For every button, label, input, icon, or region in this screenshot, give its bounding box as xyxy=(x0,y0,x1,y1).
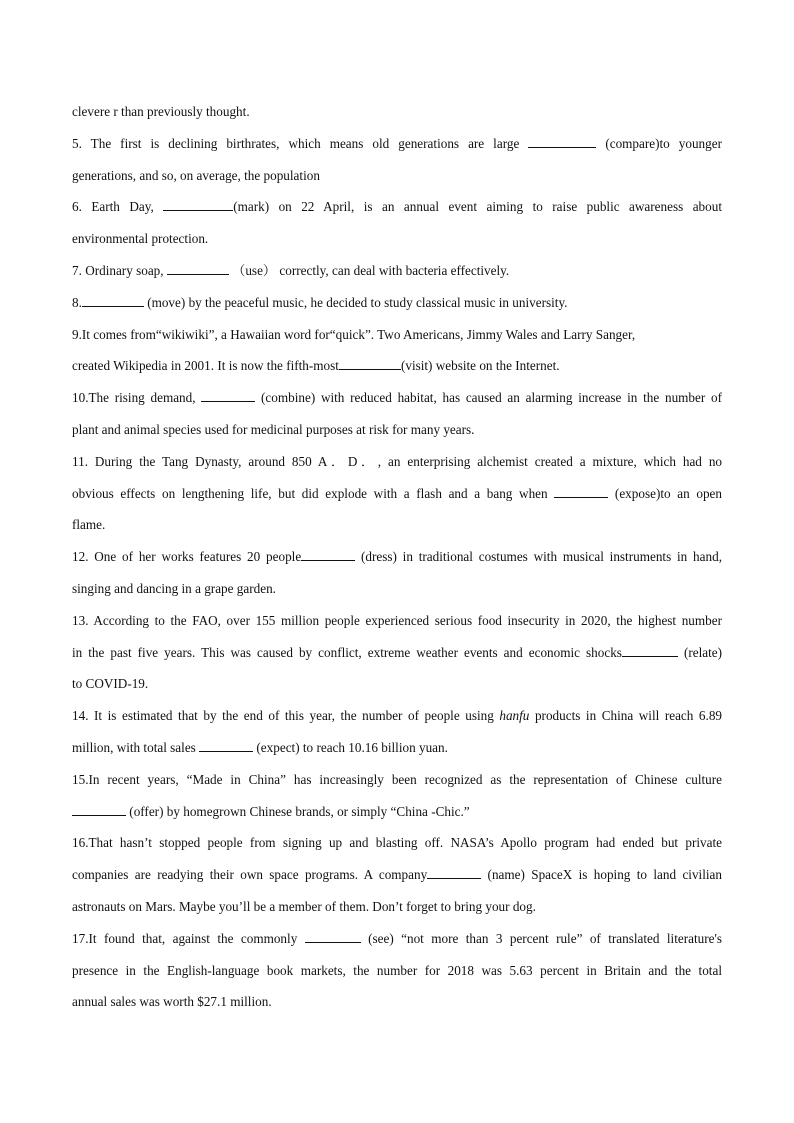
text-line xyxy=(72,128,722,160)
answer-blank[interactable] xyxy=(305,930,361,943)
answer-blank[interactable] xyxy=(622,644,678,657)
text-line xyxy=(72,96,722,128)
text-line xyxy=(72,986,722,1018)
answer-blank[interactable] xyxy=(167,262,229,275)
text-segment: obvious effects on lengthening life, but did explode with a flash and a bang when xyxy=(72,485,555,501)
answer-blank[interactable] xyxy=(82,294,144,307)
text-line xyxy=(72,191,722,223)
text-line xyxy=(72,509,722,541)
text-line xyxy=(72,700,722,732)
text-line xyxy=(72,350,722,382)
text-line xyxy=(72,796,722,828)
text-segment: (combine) with reduced habitat, has caused an alarming increase in the number of xyxy=(255,390,722,406)
text-segment: 10.The rising demand, xyxy=(72,390,202,406)
text-segment: 15.In recent years, “Made in China” has increasingly been recognized as the representation of Chinese culture xyxy=(72,771,722,787)
answer-blank[interactable] xyxy=(528,135,596,148)
text-line xyxy=(72,637,722,669)
text-line xyxy=(72,478,722,510)
answer-blank[interactable] xyxy=(201,389,255,402)
text-segment: 14. It is estimated that by the end of this year, the number of people using xyxy=(72,708,500,724)
text-line xyxy=(72,605,722,637)
text-segment: 11. During the Tang Dynasty, around 850 A．D．, an enterprising alchemist created a mixture, which had no xyxy=(72,453,723,469)
text-segment: products in China will reach 6.89 xyxy=(529,708,723,724)
text-segment: 7. Ordinary soap, xyxy=(72,262,167,278)
text-line xyxy=(72,160,722,192)
text-line xyxy=(72,573,722,605)
text-segment: (see) “not more than 3 percent rule” of translated literature's xyxy=(360,930,722,946)
text-line xyxy=(72,891,722,923)
text-segment: (expect) to reach 10.16 billion yuan. xyxy=(253,739,448,755)
text-segment: singing and dancing in a grape garden. xyxy=(72,580,276,596)
text-segment: (visit) website on the Internet. xyxy=(400,358,560,374)
text-segment: (name) SpaceX is hoping to land civilian xyxy=(481,867,722,883)
text-line xyxy=(72,668,722,700)
text-segment: generations, and so, on average, the population xyxy=(72,167,320,183)
text-line xyxy=(72,955,722,987)
answer-blank[interactable] xyxy=(427,866,481,879)
text-segment: 17.It found that, against the commonly xyxy=(72,930,305,946)
text-segment: 13. According to the FAO, over 155 million people experienced serious food insecurity in 2020, the highest number xyxy=(72,612,722,628)
text-segment: environmental protection. xyxy=(72,231,209,247)
text-line xyxy=(72,732,722,764)
text-segment: created Wikipedia in 2001. It is now the fifth-most xyxy=(72,358,339,374)
text-segment: plant and animal species used for medicinal purposes at risk for many years. xyxy=(72,421,475,437)
text-line xyxy=(72,764,722,796)
text-line xyxy=(72,541,722,573)
text-line xyxy=(72,859,722,891)
text-segment: 8. xyxy=(72,294,82,310)
text-segment: 6. Earth Day, xyxy=(72,199,164,215)
text-line xyxy=(72,255,722,287)
text-line xyxy=(72,923,722,955)
text-line xyxy=(72,223,722,255)
text-segment: （use） correctly, can deal with bacteria effectively. xyxy=(228,262,510,278)
answer-blank[interactable] xyxy=(301,548,355,561)
text-line xyxy=(72,446,722,478)
answer-blank[interactable] xyxy=(199,739,253,752)
text-line xyxy=(72,414,722,446)
document-page xyxy=(72,96,722,1018)
text-segment: 12. One of her works features 20 people xyxy=(72,549,302,565)
text-line xyxy=(72,319,722,351)
text-segment: flame. xyxy=(72,517,106,533)
text-line xyxy=(72,827,722,859)
answer-blank[interactable] xyxy=(554,485,608,498)
text-segment: annual sales was worth $27.1 million. xyxy=(72,994,272,1010)
text-segment: (move) by the peaceful music, he decided to study classical music in university. xyxy=(143,294,568,310)
text-segment: 5. The first is declining birthrates, which means old generations are large xyxy=(72,135,529,151)
text-line xyxy=(72,287,722,319)
text-segment: presence in the English-language book markets, the number for 2018 was 5.63 percent in Britain and the total xyxy=(72,962,722,978)
answer-blank[interactable] xyxy=(339,357,401,370)
text-segment: companies are readying their own space programs. A company xyxy=(72,867,428,883)
text-segment: (dress) in traditional costumes with musical instruments in hand, xyxy=(355,549,722,565)
text-segment: (expose)to an open xyxy=(608,485,722,501)
text-segment: in the past five years. This was caused by conflict, extreme weather events and economic shocks xyxy=(72,644,622,660)
text-segment: (compare)to younger xyxy=(596,135,722,151)
answer-blank[interactable] xyxy=(163,198,233,211)
text-segment: 9.It comes from“wikiwiki”, a Hawaiian word for“quick”. Two Americans, Jimmy Wales and Larry Sanger, xyxy=(72,326,636,342)
text-segment: (relate) xyxy=(677,644,722,660)
text-segment: (mark) on 22 April, is an annual event aiming to raise public awareness about xyxy=(233,199,722,215)
answer-blank[interactable] xyxy=(72,803,126,816)
text-segment: 16.That hasn’t stopped people from signing up and blasting off. NASA’s Apollo program had ended but private xyxy=(72,835,722,851)
text-segment: to COVID-19. xyxy=(72,676,149,692)
text-segment: clevere r than previously thought. xyxy=(72,104,250,119)
text-line xyxy=(72,382,722,414)
text-segment: million, with total sales xyxy=(72,739,200,755)
italic-term: hanfu xyxy=(499,708,530,724)
text-segment: astronauts on Mars. Maybe you’ll be a member of them. Don’t forget to bring your dog. xyxy=(72,898,536,914)
text-segment: (offer) by homegrown Chinese brands, or simply “China -Chic.” xyxy=(126,803,470,819)
